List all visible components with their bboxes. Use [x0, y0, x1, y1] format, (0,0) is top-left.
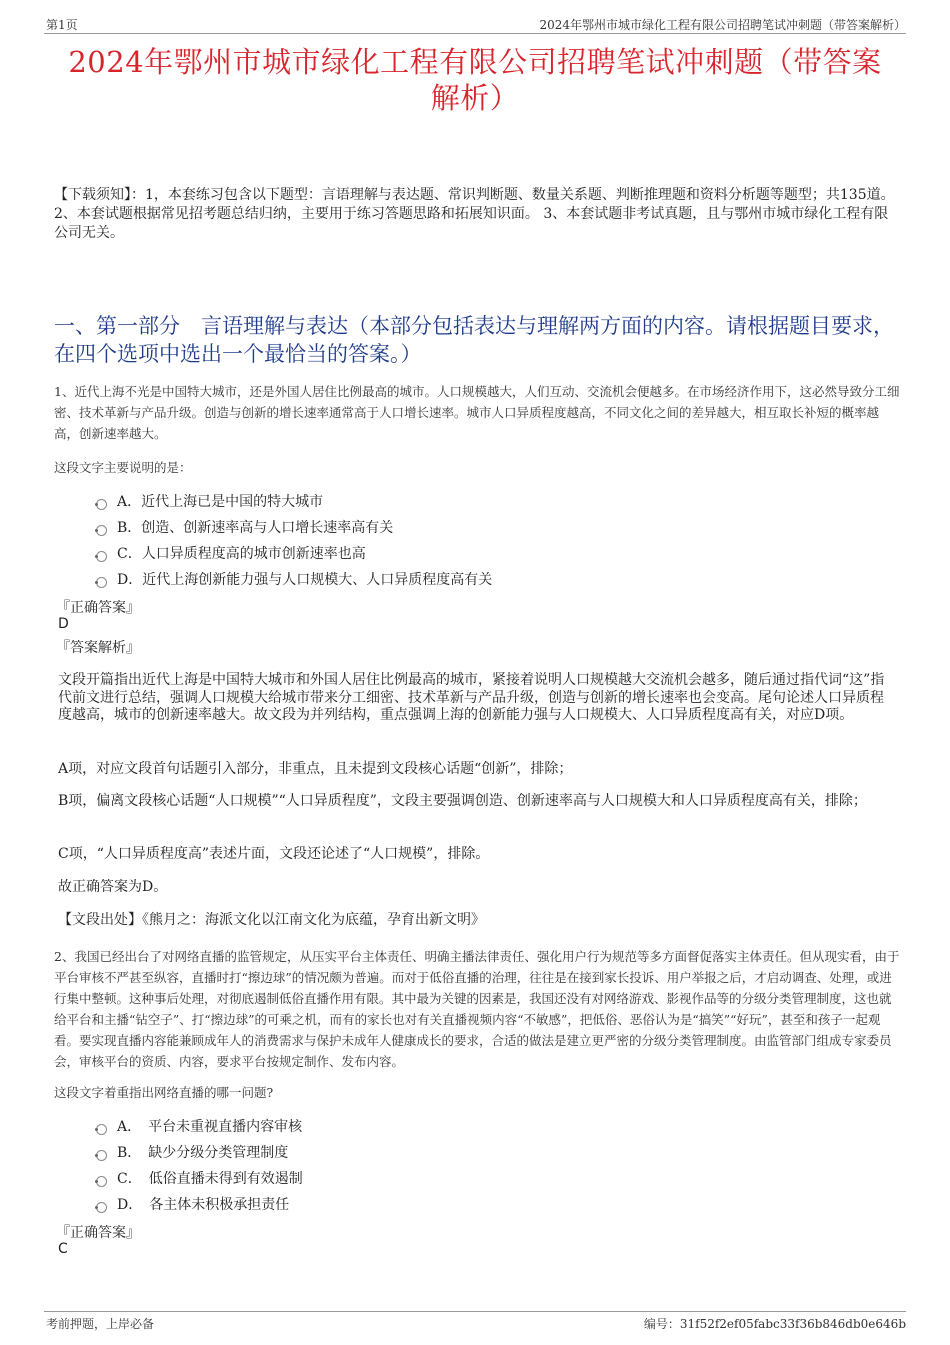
question-1-answer: D [58, 616, 69, 632]
footer-serial: 编号：31f52f2ef05fabc33f36b846db0e646b [643, 1317, 906, 1331]
page-title-line-2: 解析） [430, 81, 520, 115]
question-2-option-b[interactable] [96, 1142, 288, 1162]
radio-icon[interactable] [96, 499, 107, 510]
download-notice: 【下载须知】：1，本套练习包含以下题型：言语理解与表达题、常识判断题、数量关系题、判断推理题和资料分析题等题型；共135道。 2、本套试题根据常见招考题总结归纳，主要用于练习答题思路和拓展知识面。 3、本套试题非考试真题，且与鄂州市城市绿化工程有限公司无关。 [54, 187, 895, 241]
question-1-prompt: 这段文字主要说明的是： [54, 460, 192, 475]
footer-divider [44, 1311, 906, 1312]
page-title [40, 44, 910, 116]
radio-icon[interactable] [96, 525, 107, 536]
page-title-line-1: 2024年鄂州市城市绿化工程有限公司招聘笔试冲刺题（带答案 [68, 45, 882, 79]
option-label: D． 各主体未积极承担责任 [117, 1197, 290, 1213]
question-1-analysis-para-1: 文段开篇指出近代上海是中国特大城市和外国人居住比例最高的城市，紧接着说明人口规模越大交流机会越多，随后通过指代词“这”指代前文进行总结，强调人口规模大给城市带来分工细密、技术革新与产品升级，创造与创新的增长速率也会变高。尾句论述人口异质程度越高，城市的创新速率越大。故文段为并列结构，重点强调上海的创新能力强与人口规模大、人口异质程度高有关，对应D项。 [58, 672, 885, 723]
question-1-source: 【文段出处】《熊月之：海派文化以江南文化为底蕴，孕育出新文明》 [58, 912, 485, 928]
question-1-text: 1、近代上海不光是中国特大城市，还是外国人居住比例最高的城市。人口规模越大，人们互动、交流机会便越多。在市场经济作用下，这必然导致分工细密、技术革新与产品升级。创造与创新的增长速率通常高于人口增长速率。城市人口异质程度越高，不同文化之间的差异越大，相互取长补短的概率越高，创新速率越大。 [54, 384, 900, 441]
option-label: B．创造、创新速率高与人口增长速率高有关 [117, 520, 394, 536]
question-2-prompt: 这段文字着重指出网络直播的哪一问题? [54, 1085, 274, 1100]
radio-icon[interactable] [96, 577, 107, 588]
page-number: 第1页 [46, 18, 78, 32]
option-label: C． 低俗直播未得到有效遏制 [117, 1171, 303, 1187]
question-1-answer-label: 『正确答案』 [56, 600, 140, 616]
radio-icon[interactable] [96, 1176, 107, 1187]
section-heading: 一、第一部分 言语理解与表达（本部分包括表达与理解两方面的内容。请根据题目要求，在四个选项中选出一个最恰当的答案。） [54, 314, 894, 366]
header-divider [44, 33, 906, 34]
question-2-option-a[interactable] [96, 1116, 302, 1136]
radio-icon[interactable] [96, 1150, 107, 1161]
option-label: C．人口异质程度高的城市创新速率也高 [117, 546, 366, 562]
question-1-option-d[interactable] [96, 569, 492, 589]
question-1-analysis-para-4: C项，“人口异质程度高”表述片面，文段还论述了“人口规模”，排除。 [58, 846, 490, 862]
question-2-answer-label: 『正确答案』 [56, 1225, 140, 1241]
question-2-option-c[interactable] [96, 1168, 303, 1188]
question-1-option-c[interactable] [96, 543, 366, 563]
question-1-analysis-para-5: 故正确答案为D。 [58, 879, 168, 895]
footer-slogan: 考前押题，上岸必备 [46, 1317, 155, 1331]
question-2-option-d[interactable] [96, 1194, 289, 1214]
radio-icon[interactable] [96, 1202, 107, 1213]
option-label: D．近代上海创新能力强与人口规模大、人口异质程度高有关 [117, 572, 493, 588]
question-1-analysis-para-2: A项，对应文段首句话题引入部分，非重点，且未提到文段核心话题“创新”，排除； [58, 761, 573, 777]
option-label: B． 缺少分级分类管理制度 [117, 1145, 289, 1161]
question-1-analysis-label: 『答案解析』 [56, 640, 140, 656]
question-2-text: 2、我国已经出台了对网络直播的监管规定，从压实平台主体责任、明确主播法律责任、强化用户行为规范等多方面督促落实主体责任。但从现实看，由于平台审核不严甚至纵容，直播时打“擦边球”的情况颇为普遍。而对于低俗直播的治理，往往是在接到家长投诉、用户举报之后，才启动调查、处理，或进行集中整顿。这种事后处理，对彻底遏制低俗直播作用有限。其中最为关键的因素是，我国还没有对网络游戏、影视作品等的分级分类管理制度，这也就给平台和主播“钻空子”、打“擦边球”的可乘之机，而有的家长也对有关直播视频内容“不敏感”，把低俗、恶俗认为是“搞笑”“好玩”，甚至和孩子一起观看。要实现直播内容能兼顾成年人的消费需求与保护未成年人健康成长的要求，合适的做法是建立更严密的分级分类管理制度。由监管部门组成专家委员会，审核平台的资质、内容，要求平台按规定制作、发布内容。 [54, 949, 900, 1069]
question-2-answer: C [58, 1241, 68, 1257]
question-1-option-b[interactable] [96, 517, 393, 537]
question-1-analysis-para-3: B项，偏离文段核心话题“人口规模”“人口异质程度”，文段主要强调创造、创新速率高与人口规模大和人口异质程度高有关，排除； [58, 793, 867, 809]
header-doc-title: 2024年鄂州市城市绿化工程有限公司招聘笔试冲刺题（带答案解析） [539, 18, 906, 32]
option-label: A． 平台未重视直播内容审核 [117, 1119, 303, 1135]
radio-icon[interactable] [96, 551, 107, 562]
question-1-option-a[interactable] [96, 491, 323, 511]
option-label: A．近代上海已是中国的特大城市 [117, 494, 324, 510]
radio-icon[interactable] [96, 1124, 107, 1135]
